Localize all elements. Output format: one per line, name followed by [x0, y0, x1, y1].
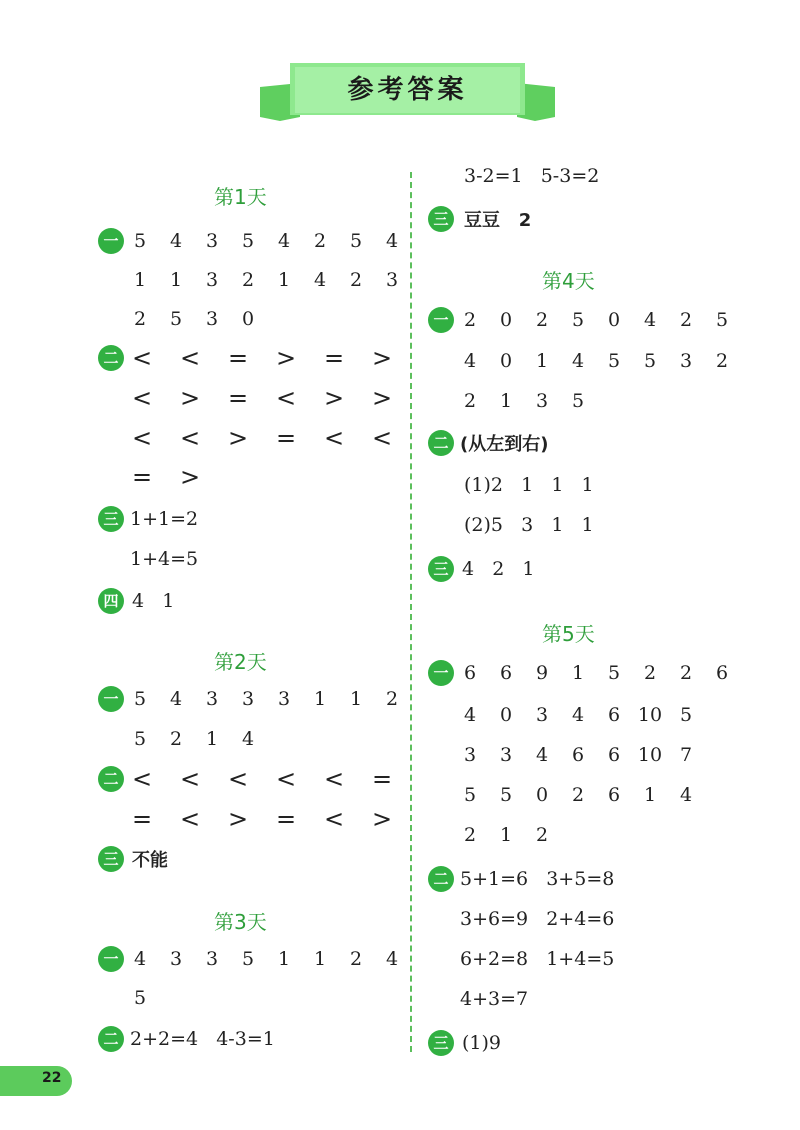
day5-s2-line3: [460, 944, 614, 974]
compare-symbol: <: [275, 765, 297, 793]
answer-cell: 5: [133, 230, 147, 252]
day3-s2-line: [130, 1024, 275, 1054]
compare-symbol: <: [179, 424, 201, 452]
day5-s1-row3: [452, 740, 704, 770]
answer-text: (1)2 1 1 1: [464, 474, 594, 496]
answer-cell: 5: [607, 662, 621, 684]
answer-cell: 2: [241, 269, 255, 291]
page-number-tab: [0, 1066, 72, 1096]
answer-cell: 4: [463, 704, 477, 726]
day5-heading: 第5天: [542, 622, 595, 646]
badge-three: 三: [428, 1030, 454, 1056]
compare-symbol: <: [323, 765, 345, 793]
answer-cell: 6: [715, 662, 729, 684]
compare-symbol: >: [371, 384, 393, 412]
badge-one: 一: [428, 660, 454, 686]
badge-two: 二: [98, 766, 124, 792]
answer-cell: 3: [535, 390, 549, 412]
badge-one: 一: [98, 686, 124, 712]
compare-symbol: >: [227, 805, 249, 833]
answer-cell: 0: [499, 350, 513, 372]
answer-cell: 0: [499, 704, 513, 726]
answer-cell: 1: [571, 662, 585, 684]
answer-cell: 6: [607, 784, 621, 806]
answer-cell: 3: [169, 948, 183, 970]
answer-cell: 4: [169, 230, 183, 252]
answer-cell: 2: [715, 350, 729, 372]
answer-cell: 2: [643, 662, 657, 684]
day4-s2-line1: [464, 470, 594, 500]
answer-cell: 1: [205, 728, 219, 750]
equation: 2+2=4 4-3=1: [130, 1028, 275, 1050]
day1-s3-line2: [130, 544, 198, 574]
answer-cell: 10: [637, 704, 663, 726]
answer-cell: 5: [241, 948, 255, 970]
compare-symbol: <: [227, 765, 249, 793]
answer-cell: 6: [607, 744, 621, 766]
answer-cell: 2: [679, 662, 693, 684]
answer-cell: 3: [205, 688, 219, 710]
compare-symbol: =: [227, 384, 249, 412]
compare-symbol: =: [323, 344, 345, 372]
day2-s1-row2: [122, 724, 266, 754]
answer-cell: 2: [535, 309, 549, 331]
day1-s1-row2: [122, 265, 410, 295]
answer-cell: 3: [679, 350, 693, 372]
answer-cell: 2: [349, 269, 363, 291]
answer-cell: 3: [241, 688, 255, 710]
answer-cell: 5: [571, 390, 585, 412]
answer-cell: 4: [571, 704, 585, 726]
answer-cell: 2: [463, 824, 477, 846]
answer-cell: 5: [349, 230, 363, 252]
day3-heading: 第3天: [214, 910, 267, 934]
answer-cell: 2: [463, 309, 477, 331]
answer-cell: 3: [205, 948, 219, 970]
badge-two: 二: [428, 866, 454, 892]
answer-cell: 4: [679, 784, 693, 806]
day4-s2-line2: [464, 510, 594, 540]
compare-symbol: >: [323, 384, 345, 412]
answer-cell: 3: [499, 744, 513, 766]
compare-symbol: =: [275, 805, 297, 833]
answer-cell: 1: [133, 269, 147, 291]
answer-cell: 4: [643, 309, 657, 331]
equation: 3+6=9 2+4=6: [460, 908, 615, 930]
answer-cell: 5: [499, 784, 513, 806]
day5-s2-line1: [460, 864, 614, 894]
answer-cell: 2: [349, 948, 363, 970]
day5-s1-row4: [452, 780, 704, 810]
day5-s3-line: [462, 1028, 501, 1058]
banner-title: 参考答案: [347, 75, 468, 105]
answer-cell: 3: [535, 704, 549, 726]
column-divider: [410, 172, 412, 1052]
answer-cell: 5: [679, 704, 693, 726]
answer-cell: 0: [607, 309, 621, 331]
day4-s1-row3: [452, 386, 596, 416]
answer-cell: 2: [571, 784, 585, 806]
answer-text: (1)9: [462, 1032, 502, 1054]
equation: 5+1=6 3+5=8: [460, 868, 615, 890]
compare-symbol: >: [371, 344, 393, 372]
answer-cell: 5: [643, 350, 657, 372]
badge-three: 三: [98, 506, 124, 532]
equation: 4+3=7: [460, 988, 529, 1010]
compare-symbol: <: [131, 765, 153, 793]
answer-cell: 4: [169, 688, 183, 710]
answer-cell: 0: [535, 784, 549, 806]
answer-cell: 3: [463, 744, 477, 766]
answer-banner: [255, 55, 560, 135]
answer-cell: 0: [241, 308, 255, 330]
answer-cell: 5: [241, 230, 255, 252]
badge-one: 一: [428, 307, 454, 333]
answer-cell: 5: [463, 784, 477, 806]
compare-symbol: <: [179, 805, 201, 833]
day4-s2-title: [460, 428, 548, 458]
equation: 1+1=2: [130, 508, 199, 530]
answer-cell: 5: [133, 728, 147, 750]
answer-text: 不能: [132, 850, 168, 871]
day5-s1-row5: [452, 820, 560, 850]
answer-cell: 1: [313, 688, 327, 710]
day2-s3-line: [132, 844, 168, 874]
compare-symbol: <: [323, 424, 345, 452]
equation: 6+2=8 1+4=5: [460, 948, 615, 970]
badge-one: 一: [98, 228, 124, 254]
answer-cell: 5: [169, 308, 183, 330]
answer-text: 豆豆 2: [464, 210, 532, 231]
day3-s1-row1: [122, 944, 410, 974]
answer-cell: 4: [571, 350, 585, 372]
compare-symbol: >: [227, 424, 249, 452]
answer-cell: 1: [277, 269, 291, 291]
answer-cell: 3: [205, 308, 219, 330]
equation: 1+4=5: [130, 548, 199, 570]
compare-symbol: =: [275, 424, 297, 452]
day4-s1-row2: [452, 346, 740, 376]
badge-three: 三: [428, 206, 454, 232]
day5-s2-line4: [460, 984, 528, 1014]
compare-symbol: <: [275, 384, 297, 412]
day2-heading: 第2天: [214, 650, 267, 674]
day1-s2-row4: [118, 462, 214, 492]
answer-cell: 3: [205, 230, 219, 252]
answer-cell: 2: [313, 230, 327, 252]
compare-symbol: =: [131, 463, 153, 491]
day2-s2-row1: [118, 764, 406, 794]
answer-cell: 4: [385, 230, 399, 252]
day4-s1-row1: [452, 305, 740, 335]
compare-symbol: >: [371, 805, 393, 833]
answer-cell: 4: [133, 948, 147, 970]
answer-cell: 1: [499, 824, 513, 846]
answer-cell: 6: [571, 744, 585, 766]
badge-four: 四: [98, 588, 124, 614]
answer-cell: 2: [679, 309, 693, 331]
answer-cell: 5: [133, 688, 147, 710]
day4-s3-line: [462, 554, 535, 584]
day1-s4-line: [132, 586, 174, 616]
day3-s1-row2: [122, 983, 158, 1013]
answer-cell: 2: [463, 390, 477, 412]
badge-three: 三: [98, 846, 124, 872]
answer-text: (2)5 3 1 1: [464, 514, 594, 536]
day1-heading: 第1天: [214, 185, 267, 209]
day1-s2-row3: [118, 423, 406, 453]
compare-symbol: >: [179, 384, 201, 412]
answer-cell: 7: [679, 744, 693, 766]
answer-cell: 4: [463, 350, 477, 372]
answer-text: 4 2 1: [462, 558, 535, 580]
compare-symbol: >: [275, 344, 297, 372]
answer-cell: 3: [385, 269, 399, 291]
day1-s3-line1: [130, 504, 198, 534]
badge-two: 二: [98, 345, 124, 371]
day1-s2-row1: [118, 343, 406, 373]
answer-cell: 3: [277, 688, 291, 710]
answer-cell: 1: [313, 948, 327, 970]
compare-symbol: <: [371, 424, 393, 452]
answer-cell: 2: [535, 824, 549, 846]
answer-cell: 5: [133, 987, 147, 1009]
answer-cell: 4: [535, 744, 549, 766]
answer-cell: 6: [499, 662, 513, 684]
answer-cell: 4: [241, 728, 255, 750]
answer-cell: 2: [385, 688, 399, 710]
equation: 3-2=1 5-3=2: [464, 165, 600, 187]
page-number: 22: [42, 1070, 62, 1086]
day5-s1-row2: [452, 700, 704, 730]
day1-s2-row2: [118, 383, 406, 413]
day5-s1-row1: [452, 658, 740, 688]
day5-s2-line2: [460, 904, 614, 934]
answer-cell: 4: [277, 230, 291, 252]
answer-cell: 9: [535, 662, 549, 684]
answer-cell: 2: [133, 308, 147, 330]
answer-cell: 3: [205, 269, 219, 291]
answer-cell: 5: [571, 309, 585, 331]
day2-s2-row2: [118, 804, 406, 834]
answer-cell: 6: [463, 662, 477, 684]
compare-symbol: =: [227, 344, 249, 372]
answer-cell: 5: [607, 350, 621, 372]
badge-two: 二: [428, 430, 454, 456]
compare-symbol: <: [131, 344, 153, 372]
answer-cell: 1: [643, 784, 657, 806]
compare-symbol: <: [131, 424, 153, 452]
answer-cell: 2: [169, 728, 183, 750]
compare-symbol: =: [131, 805, 153, 833]
answer-text: 4 1: [132, 590, 175, 612]
compare-symbol: <: [323, 805, 345, 833]
compare-symbol: <: [131, 384, 153, 412]
answer-cell: 4: [385, 948, 399, 970]
answer-cell: 5: [715, 309, 729, 331]
answer-cell: 1: [169, 269, 183, 291]
answer-cell: 0: [499, 309, 513, 331]
answer-cell: 1: [349, 688, 363, 710]
answer-cell: 6: [607, 704, 621, 726]
compare-symbol: =: [371, 765, 393, 793]
day1-s1-row1: [122, 226, 410, 256]
answer-cell: 1: [535, 350, 549, 372]
compare-symbol: <: [179, 765, 201, 793]
compare-symbol: >: [179, 463, 201, 491]
cont-line1: [464, 161, 599, 191]
answer-cell: 4: [313, 269, 327, 291]
section-note: (从左到右): [460, 434, 549, 455]
answer-cell: 1: [499, 390, 513, 412]
badge-two: 二: [98, 1026, 124, 1052]
answer-cell: 1: [277, 948, 291, 970]
compare-symbol: <: [179, 344, 201, 372]
day1-s1-row3: [122, 304, 266, 334]
day4-heading: 第4天: [542, 269, 595, 293]
badge-three: 三: [428, 556, 454, 582]
answer-cell: 10: [637, 744, 663, 766]
cont-s3-line: [464, 204, 531, 234]
day2-s1-row1: [122, 684, 410, 714]
badge-one: 一: [98, 946, 124, 972]
